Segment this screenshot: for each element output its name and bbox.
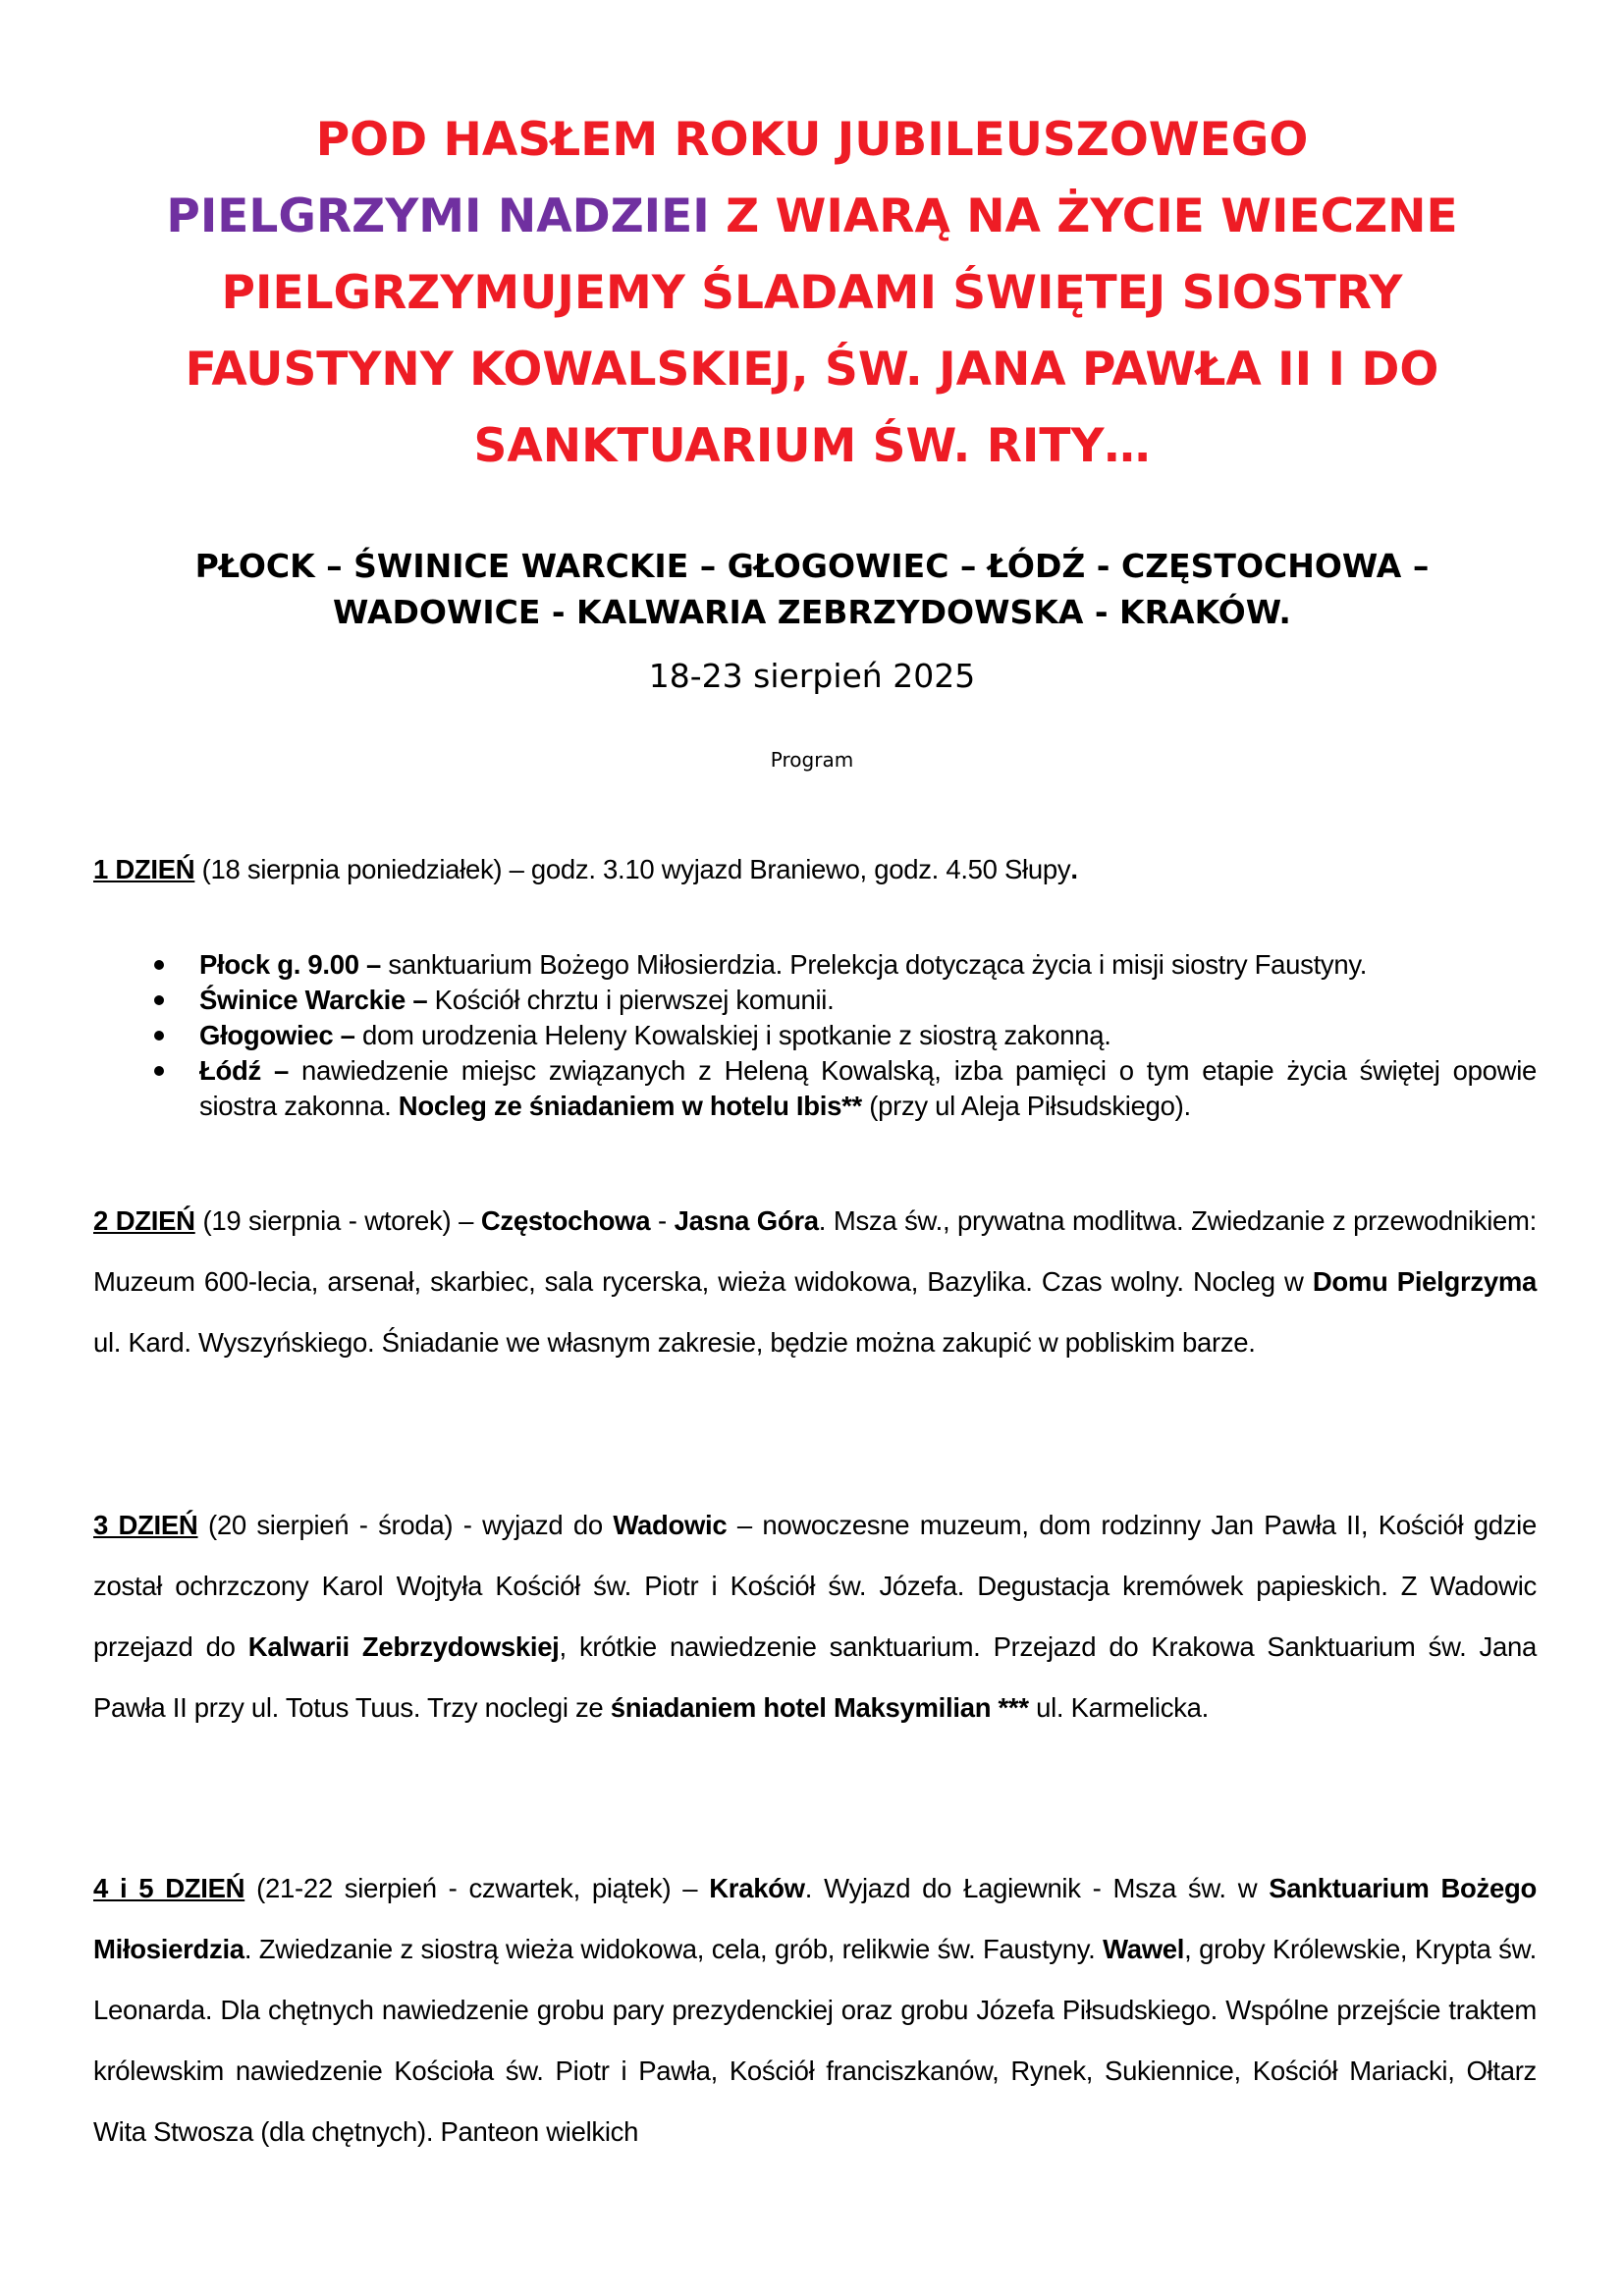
day-4-5-text: . Zwiedzanie z siostrą wieża widokowa, cela, grób, relikwie św. Faustyny. [244, 1934, 1104, 1964]
day-1-dot: . [1070, 854, 1078, 884]
day-3-bold: śniadaniem hotel Maksymilian *** [610, 1692, 1029, 1723]
place-description: nawiedzenie miejsc związanych z Heleną Kowalską, izba pamięci o tym etapie życia świętej opowie siostra zakonna. [199, 1055, 1537, 1121]
trip-dates: 18-23 sierpień 2025 [648, 657, 976, 695]
headline-line-5: SANKTUARIUM ŚW. RITY… [473, 419, 1151, 473]
day-3-label: 3 DZIEŃ [93, 1510, 198, 1540]
headline-purple-phrase: PIELGRZYMI NADZIEI [166, 189, 710, 243]
headline-line-1: POD HASŁEM ROKU JUBILEUSZOWEGO [315, 113, 1309, 167]
day-1-label: 1 DZIEŃ [93, 854, 195, 884]
day-2-text: (19 sierpnia - wtorek) – [194, 1205, 481, 1236]
day-3-text: , krótkie nawiedzenie sanktuarium. Przejazd do Krakowa Sanktuarium św. Jana Pawła II przy ul. Totus Tuus. Trzy noclegi ze [93, 1631, 1537, 1723]
day-2-bold: Domu Pielgrzyma [1312, 1266, 1537, 1297]
headline-line-4: FAUSTYNY KOWALSKIEJ, ŚW. JANA PAWŁA II I DO [185, 343, 1439, 397]
route-line-2: WADOWICE - KALWARIA ZEBRZYDOWSKA - KRAKÓW. [333, 593, 1291, 631]
day-2-label: 2 DZIEŃ [93, 1205, 195, 1236]
hotel-info: Nocleg ze śniadaniem w hotelu Ibis** [398, 1091, 862, 1121]
headline-line-2-rest: Z WIARĄ NA ŻYCIE WIECZNE [709, 189, 1458, 243]
day-3-bold: Kalwarii Zebrzydowskiej [247, 1631, 560, 1662]
day-3-bold: Wadowic [613, 1510, 728, 1540]
place-name: Świnice Warckie – [199, 985, 428, 1015]
day-3-text: – nowoczesne muzeum, dom rodzinny Jan Pawła II, Kościół gdzie został ochrzczony Karol Wojtyła Kościół św. Piotr i Kościół św. Józefa. Degustacja kremówek papieskich. Z Wadowic przejazd do [93, 1510, 1537, 1662]
day-2-text: - [650, 1205, 675, 1236]
day-2-bold: Jasna Góra [674, 1205, 819, 1236]
day-1-text: (18 sierpnia poniedziałek) – godz. 3.10 wyjazd Braniewo, godz. 4.50 Słupy [194, 854, 1071, 884]
headline [118, 102, 1506, 485]
day-3-text: ul. Karmelicka. [1028, 1692, 1209, 1723]
day-1-intro [93, 852, 1537, 887]
bullet-icon [154, 995, 164, 1005]
route-line-1: PŁOCK – ŚWINICE WARCKIE – GŁOGOWIEC – ŁÓDŹ - CZĘSTOCHOWA – [194, 547, 1430, 585]
bullet-icon [154, 960, 164, 970]
list-item [93, 1053, 1537, 1124]
day-4-5-bold: Wawel [1103, 1934, 1185, 1964]
place-description: sanktuarium Bożego Miłosierdzia. Prelekcja dotycząca życia i misji siostry Faustyny. [381, 949, 1368, 980]
day-2-paragraph [93, 1191, 1537, 1373]
day-2-text: ul. Kard. Wyszyńskiego. Śniadanie we własnym zakresie, będzie można zakupić w pobliskim barze. [93, 1327, 1256, 1358]
day-4-5-label: 4 i 5 DZIEŃ [93, 1873, 245, 1903]
day-4-5-paragraph [93, 1858, 1537, 2163]
day-4-5-text: , groby Królewskie, Krypta św. Leonarda. Dla chętnych nawiedzenie grobu pary prezydenckiej oraz grobu Józefa Piłsudskiego. Wspólne przejście traktem królewskim nawiedzenie Kościoła św. Piotr i Pawła, Kościół franciszkanów, Rynek, Sukiennice, Kościół Mariacki, Ołtarz Wita Stwosza (dla chętnych). Panteon wielkich [93, 1934, 1537, 2147]
hotel-address: (przy ul Aleja Piłsudskiego). [861, 1091, 1191, 1121]
bullet-icon [154, 1031, 164, 1041]
headline-line-3: PIELGRZYMUJEMY ŚLADAMI ŚWIĘTEJ SIOSTRY [221, 266, 1403, 320]
program-label: Program [770, 748, 854, 772]
place-description: dom urodzenia Heleny Kowalskiej i spotkanie z siostrą zakonną. [354, 1020, 1111, 1050]
day-3-text: (20 sierpień - środa) - wyjazd do [197, 1510, 614, 1540]
day-4-5-bold: Kraków [709, 1873, 805, 1903]
place-description: Kościół chrztu i pierwszej komunii. [427, 985, 835, 1015]
day-2-text: . Msza św., prywatna modlitwa. Zwiedzanie z przewodnikiem: Muzeum 600-lecia, arsenał, skarbiec, sala rycerska, wieża widokowa, Bazylika. Czas wolny. Nocleg w [93, 1205, 1537, 1297]
list-item [93, 983, 1537, 1018]
route-heading [98, 543, 1526, 635]
place-name: Głogowiec – [199, 1020, 355, 1050]
day-1-list [93, 947, 1537, 1124]
place-name: Łódź – [199, 1055, 289, 1086]
bullet-icon [154, 1066, 164, 1076]
day-2-bold: Częstochowa [480, 1205, 651, 1236]
day-3-paragraph [93, 1495, 1537, 1738]
list-item [93, 1018, 1537, 1053]
day-4-5-bold: Sanktuarium Bożego Miłosierdzia [93, 1873, 1537, 1964]
place-name: Płock g. 9.00 – [199, 949, 382, 980]
day-4-5-text: . Wyjazd do Łagiewnik - Msza św. w [804, 1873, 1270, 1903]
day-4-5-text: (21-22 sierpień - czwartek, piątek) – [244, 1873, 710, 1903]
list-item [93, 947, 1537, 983]
